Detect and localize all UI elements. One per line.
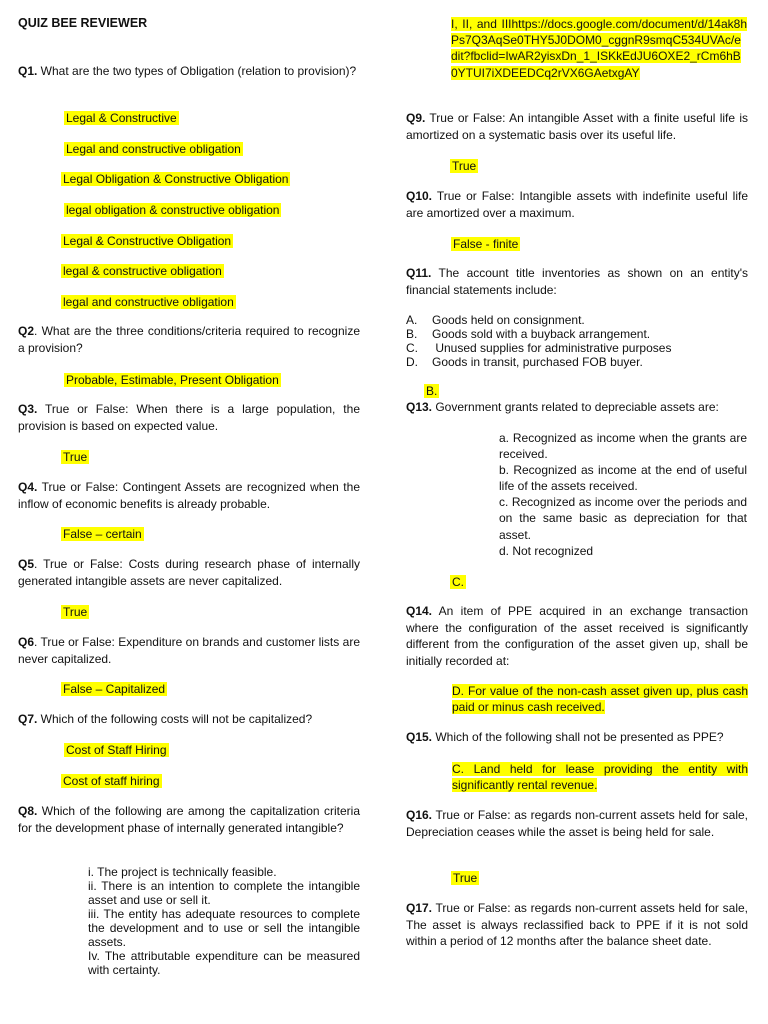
question-text: True or False: When there is a large population, the provision is based on expected value. (18, 402, 360, 433)
question-14 (406, 603, 748, 669)
question-6 (18, 634, 360, 667)
question-number: Q15. (406, 730, 433, 744)
question-text: Which of the following costs will not be capitalized? (37, 712, 313, 726)
answer: True (63, 605, 88, 619)
answer: legal obligation & constructive obligation (66, 203, 280, 217)
question-text: . True or False: Costs during research phase of internally generated intangible assets are never capitalized. (18, 557, 360, 588)
question-10 (406, 188, 748, 221)
answer: Legal & Constructive (66, 111, 177, 125)
answer: legal and constructive obligation (63, 295, 234, 309)
question-number: Q2 (18, 324, 35, 338)
question-number: Q1. (18, 64, 38, 78)
option: D. Goods in transit, purchased FOB buyer. (406, 355, 643, 369)
list-item: iii. The entity has adequate resources to complete the development and to use or sell the intangible assets. (88, 907, 360, 949)
question-number: Q6 (18, 635, 35, 649)
answer: Cost of staff hiring (63, 774, 160, 788)
question-number: Q8. (18, 804, 38, 818)
question-text: True or False: as regards non-current assets held for sale, Depreciation ceases while the asset is being held for sale. (406, 808, 748, 839)
answer: False – certain (63, 527, 142, 541)
question-text: True or False: An intangible Asset with a finite useful life is amortized on a systematic basis over its useful life. (406, 111, 748, 142)
question-1 (18, 63, 360, 80)
document-title: QUIZ BEE REVIEWER (18, 16, 148, 30)
answer: True (453, 871, 478, 885)
question-13 (406, 399, 748, 416)
answer: Probable, Estimable, Present Obligation (66, 373, 279, 387)
answer: True (452, 159, 477, 173)
option: c. Recognized as income over the periods and on the same basic as depreciation for that asset. (499, 495, 747, 542)
question-number: Q10. (406, 189, 433, 203)
question-number: Q11. (406, 266, 432, 280)
option: A. Goods held on consignment. (406, 313, 585, 327)
question-11 (406, 265, 748, 298)
question-text: True or False: Intangible assets with indefinite useful life are amortized over a maximum. (406, 189, 748, 220)
question-number: Q14. (406, 604, 433, 618)
question-number: Q4. (18, 480, 38, 494)
answer: C. Land held for lease providing the entity with significantly rental revenue. (452, 762, 748, 792)
list-item: ii. There is an intention to complete the intangible asset and use or sell it. (88, 879, 360, 907)
option: d. Not recognized (499, 544, 594, 558)
question-text: . What are the three conditions/criteria required to recognize a provision? (18, 324, 360, 355)
question-number: Q13. (406, 400, 433, 414)
answer: True (63, 450, 88, 464)
answer: False - finite (453, 237, 519, 251)
question-number: Q17. (406, 901, 433, 915)
question-text: True or False: as regards non-current assets held for sale, The asset is always reclassified back to PPE if it is not sold within a period of 12 months after the balance sheet date. (406, 901, 748, 948)
option: b. Recognized as income at the end of useful life of the assets received. (499, 463, 747, 494)
question-number: Q16. (406, 808, 433, 822)
question-5 (18, 556, 360, 589)
question-text: Which of the following shall not be presented as PPE? (432, 730, 724, 744)
question-text: Which of the following are among the capitalization criteria for the development phase of internally generated intangible? (18, 804, 360, 835)
question-17 (406, 900, 748, 950)
answer: legal & constructive obligation (63, 264, 222, 278)
question-2 (18, 323, 360, 356)
answer: Legal and constructive obligation (66, 142, 241, 156)
question-15 (406, 729, 748, 746)
question-text: An item of PPE acquired in an exchange transaction where the configuration of the asset received is significantly different from the configuration of the asset given up, shall be initially recorded at: (406, 604, 748, 668)
question-16 (406, 807, 748, 840)
list-item: Iv. The attributable expenditure can be measured with certainty. (88, 949, 360, 977)
answer: B. (426, 384, 438, 398)
question-text: The account title inventories as shown on an entity's financial statements include: (406, 266, 748, 297)
answer: False – Capitalized (63, 682, 166, 696)
question-4 (18, 479, 360, 512)
option: B. Goods sold with a buyback arrangement. (406, 327, 651, 341)
answer: Cost of Staff Hiring (66, 743, 167, 757)
question-9 (406, 110, 748, 143)
question-number: Q5 (18, 557, 35, 571)
question-number: Q3. (18, 402, 38, 416)
question-text: True or False: Contingent Assets are recognized when the inflow of economic benefits is already probable. (18, 480, 360, 511)
question-8 (18, 803, 360, 836)
question-3 (18, 401, 360, 434)
question-text: What are the two types of Obligation (relation to provision)? (37, 64, 357, 78)
question-number: Q9. (406, 111, 426, 125)
question-number: Q7. (18, 712, 38, 726)
answer: Legal Obligation & Constructive Obligation (63, 172, 289, 186)
list-item: i. The project is technically feasible. (88, 865, 277, 879)
answer: D. For value of the non-cash asset given up, plus cash paid or minus cash received. (452, 684, 748, 714)
question-7 (18, 711, 360, 728)
option: C. Unused supplies for administrative purposes (406, 341, 672, 355)
question-text: Government grants related to depreciable assets are: (432, 400, 719, 414)
option: a. Recognized as income when the grants are received. (499, 431, 747, 462)
answer: Legal & Constructive Obligation (63, 234, 232, 248)
answer: C. (452, 575, 464, 589)
answer: I, II, and IIIhttps://docs.google.com/document/d/14ak8hPs7Q3AqSe0THY5J0DOM0_cggnR9smqC534UVAc/edit?fbclid=IwAR2yisxDn_1_ISKkEdJU6OXE2_rCm6hB0YTUI7iXDEEDCq2rVX6GAetxgAY (451, 17, 747, 80)
question-text: . True or False: Expenditure on brands and customer lists are never capitalized. (18, 635, 360, 666)
